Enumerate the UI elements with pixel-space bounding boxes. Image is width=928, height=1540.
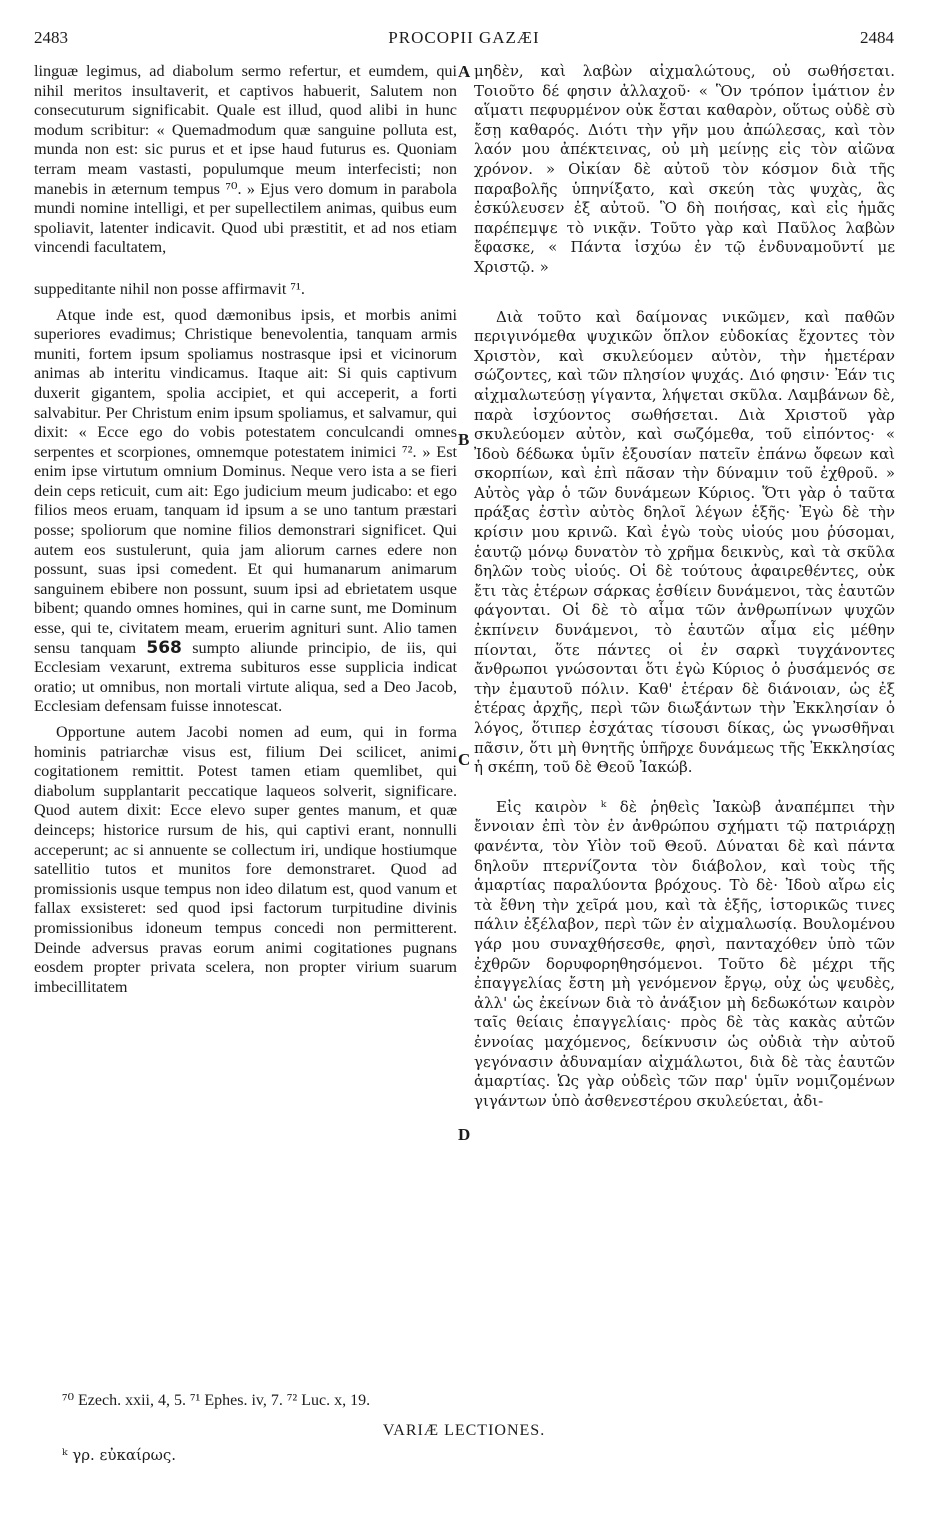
latin-column: [34, 62, 457, 997]
greek-paragraph: Εἰς καιρὸν ᵏ δὲ ῥηθεὶς Ἰακὼβ ἀναπέμπει τὴν ἔννοιαν ἐπὶ τὸν ἐν ἀνθρώπου σχήματι τῷ πατριάρχῃ φανέντα, τὸν Υἱὸν τοῦ Θεοῦ. Δύναται δὲ καὶ πάντα δηλοῦν πτερνίζοντα τὸν διάβολον, καὶ τοὺς τῆς ἁμαρτίας παραλύοντα βρόχους. Τὸ δὲ· Ἰδοὺ αἴρω εἰς τὰ ἔθνη τὴν χεῖρά μου, καὶ τὰ ἑξῆς, ἱστορικῶς τινες πάλιν ἐξέλαβον, περὶ τῶν ἐν αἰχμαλωσίᾳ. Βουλομένου γάρ μου συναχθήσεσθε, φησὶ, πανταχόθεν ὑπὸ τῶν ἐχθρῶν δορυφορηθησόμενοι. Τοῦτο δὲ μέχρι τῆς ἐπαγγελίας ἔστη μὴ γενόμενον ἔργῳ, οὐχ ὡς ψευδὲς, ἀλλ' ὡς ἐκείνων διὰ τὸ ἀνάξιον μὴ δεδωκότων καιρὸν ταῖς θείαις ἐπαγγελίαις· πρὸς δὲ τὰς κακὰς αὐτῶν ἐννοίας μαχόμενος, δείκνυσιν ὡς οὐδιὰ τὴν αὐτοῦ γεγόνασιν ἀδυναμίαν αἰχμάλωτοι, διὰ δὲ τὰς ἑαυτῶν ἁμαρτίας. Ὡς γὰρ οὐδεὶς τῶν παρ' ὑμῖν νομιζομένων γιγάντων ὑπὸ ἀσθενεστέρου σκυλεύεται, ἀδι-: [474, 797, 895, 1110]
column-number: 568: [146, 637, 182, 658]
left-page-number: 2483: [34, 28, 68, 47]
latin-paragraph: linguæ legimus, ad diabolum sermo refertur, et eumdem, qui nihil meritos insultaverit, et captivos habuerit, Salutem non consecuturum significabit. Quale est illud, quod alibi in hunc modum scribitur: « Quemadmodum quæ sanguine polluta est, munda non est: sic purus et et ipse haud futurus es. Quoniam terram meam vastasti, populumque meum interfecisti; non manebis in æternum tempus ⁷⁰. » Ejus vero domum in parabola mundi nomine intelligi, et per supellectilem animas, quibus eum spoliavit, latenter indicavit. Quod ubi præstitit, et ad nos etiam vincendi facultatem,: [34, 62, 457, 257]
latin-paragraph-end: suppeditante nihil non posse affirmavit ⁷¹.: [34, 279, 305, 298]
latin-paragraph: [34, 306, 457, 717]
right-page-number: 2484: [860, 28, 894, 47]
variant-reading: ᵏ γρ. εὐκαίρως.: [62, 1446, 177, 1464]
latin-text: Atque inde est, quod dæmonibus ipsis, et morbis animi superiores evadimus; Christique benevolentia, tanquam armis muniti, fortem ipsum spoliamus nostrasque ipsi et vicinorum animas ab interitu vindicamus. Itaque ait: Si quis captivum duxerit gigantem, spolia accipiet, et qui acceperit, a forti salvabitur. Per Christum enim ipsum spoliamus, et salvamur, qui dixit: « Ecce ego do vobis potestatem conculcandi omnes serpentes et scorpiones, omnemque potestatem inimici ⁷². » Est enim ipse virtutum omnium Dominus. Neque vero ista a se fieri dein ceps reticuit, cum ait: Ego judicium meum judicabo: et ego filios meos eruam, tanquam id ipsum a se uno tantum præstari posse; spoliorum que nomine filios demonstrari significet. Qui autem eos sustulerunt, quia jam aliorum carnes edere non possunt, suas ipsi comedent. Et qui humanarum animarum sanguinem ebibere non possunt, suum ipsi ad ebrietatem usque bibent; quando omnes homines, qui in carne sunt, me Dominum esse, qui te, civitatem meam, eruerim agnituri sunt. Alio tamen sensu tanquam: [34, 305, 457, 657]
greek-paragraph: μηδὲν, καὶ λαβὼν αἰχμαλώτους, οὐ σωθήσεται. Τοιοῦτο δέ φησιν ἀλλαχοῦ· « Ὃν τρόπον ἱμάτιον ἐν αἵματι πεφυρμένον οὐκ ἔσται καθαρὸν, οὕτως οὐδὲ σὺ ἔσῃ καθαρός. Διότι τὴν γῆν μου ἀπώλεσας, καὶ τὸν λαόν μου ἀπέκτεινας, οὐ μὴ μείνῃς εἰς τὸν αἰῶνα χρόνον. » Οἰκίαν δὲ αὐτοῦ τὸν κόσμον διὰ τῆς παραβολῆς ὑπηνίξατο, καὶ σκεύη τὰς ψυχὰς, ἃς ἐσκύλευσεν ἐξ αὐτοῦ. Ὃ δὴ ποιήσας, καὶ εἰς ἡμᾶς παρέπεμψε τὸ νικᾷν. Τοῦτο γὰρ καὶ Παῦλος λαβὼν ἔφασκε, « Πάντα ἰσχύω ἐν τῷ ἐνδυναμοῦντί με Χριστῷ. »: [474, 62, 895, 276]
running-title: PROCOPII GAZÆI: [388, 28, 540, 47]
greek-column: [474, 62, 895, 1111]
latin-paragraph: Opportune autem Jacobi nomen ad eum, qui in forma hominis patriarchæ visus est, filium Dei scilicet, animi cogitationem remittit. Potest tamen etiam quemlibet, qui diabolum supplantarit peccatique laqueos solverit, significare. Quod autem dixit: Ecce elevo super gentes manum, et quæ deinceps; historice rursum de his, qui captivi erant, nonnulli acceperunt; ac si annuente se collectum iri, undique hostiumque satellitio tutos et munitos fore demonstraret. Quod ad promissionis usque tempus non ideo dilatum est, quod vanum et fallax exsisteret: sed quod ipsi factorum turpitudine divinis promissionibus idoneum tempus concedi non permitterent. Deinde adversus pravas eorum animi cogitationes pugnans eosdem propter privata scelera, non propter virium suarum imbecillitatem: [34, 723, 457, 996]
variae-lectiones-heading: VARIÆ LECTIONES.: [382, 1422, 546, 1439]
latin-text: sumpto aliunde principio, de iis, qui Ecclesiam vexarunt, extrema subituros esse supplicia indicat oratio; ut omnibus, non mortali virtute aliqua, sed a Deo Jacob, Ecclesiam defensam fuisse innotescat.: [34, 638, 458, 716]
section-marker-c: C: [458, 750, 471, 769]
section-marker-b: B: [458, 430, 470, 449]
page-header: [34, 28, 894, 54]
section-marker-d: D: [458, 1125, 471, 1144]
greek-paragraph: Διὰ τοῦτο καὶ δαίμονας νικῶμεν, καὶ παθῶν περιγινόμεθα ψυχικῶν ὅπλον εὐδοκίας ἔχοντες τὸν Χριστὸν, καὶ σκυλεύομεν αὐτὸν, τὴν ἡμετέραν σώζοντες, καὶ τῶν πλησίον ψυχάς. Διό φησιν· Ἐάν τις αἰχμαλωτεύσῃ γίγαντα, λήψεται σκῦλα. Λαμβάνων δὲ, παρὰ ἰσχύοντος σωθήσεται. Διὰ Χριστοῦ γὰρ σκυλεύομεν αὐτὸν, καὶ σωζόμεθα, τοῦ εἰπόντος· « Ἰδοὺ δέδωκα ὑμῖν ἐξουσίαν πατεῖν ἐπάνω ὄφεων καὶ σκορπίων, καὶ ἐπὶ πᾶσαν τὴν δύναμιν τοῦ ἐχθροῦ. » Αὐτὸς γὰρ ὁ τῶν δυνάμεων Κύριος. Ὅτι γὰρ ὁ ταῦτα πράξας ἐστὶν αὐτὸς δηλοῖ λέγων ἑξῆς· Ἐγὼ δὲ τὴν κρίσιν μου κρινῶ. Καὶ ἐγὼ τοὺς υἱούς μου ῥύσομαι, ἑαυτῷ μόνῳ δυνατὸν τὸ χρῆμα δεικνὺς, καὶ τὰ σκῦλα δηλῶν τοὺς υἱούς. Οἱ δὲ τούτους ἀφαιρεθέντες, οὐκ ἔτι τὰς ἑτέρων σάρκας ἐσθίειν δυνάμενοι, τὰς ἑαυτῶν φάγονται. Οἱ δὲ τὸ αἷμα τῶν ἀνθρωπίνων ψυχῶν ἐκπίνειν δυνάμενοι, τὸ ἑαυτῶν αἷμα εἰς μέθην πίονται, ὅτε πάντες οἱ ἐν σαρκὶ τυγχάνοντες ἄνθρωποι γνώσονται ὅτι ἐγὼ Κύριος ὁ ῥυσάμενός σε τὴν ἐμαυτοῦ πόλιν. Καθ' ἑτέραν δὲ διάνοιαν, ὡς ἐξ ἑτέρας ἀρχῆς, περὶ τῶν διωξάντων τὴν Ἐκκλησίαν ὁ λόγος, ὅτιπερ ἐσχάτας τίσουσι δίκας, ὡς γνωσθῆναι πᾶσιν, ὅτι μὴ θνητῆς ὑπῆρχε δυνάμεως τῆς Ἐκκλησίας ἡ σκέπη, τοῦ δὲ Θεοῦ Ἰακώβ.: [474, 307, 895, 777]
footnotes: ⁷⁰ Ezech. xxii, 4, 5. ⁷¹ Ephes. iv, 7. ⁷² Luc. x, 19.: [62, 1392, 371, 1409]
section-marker-a: A: [458, 62, 471, 81]
